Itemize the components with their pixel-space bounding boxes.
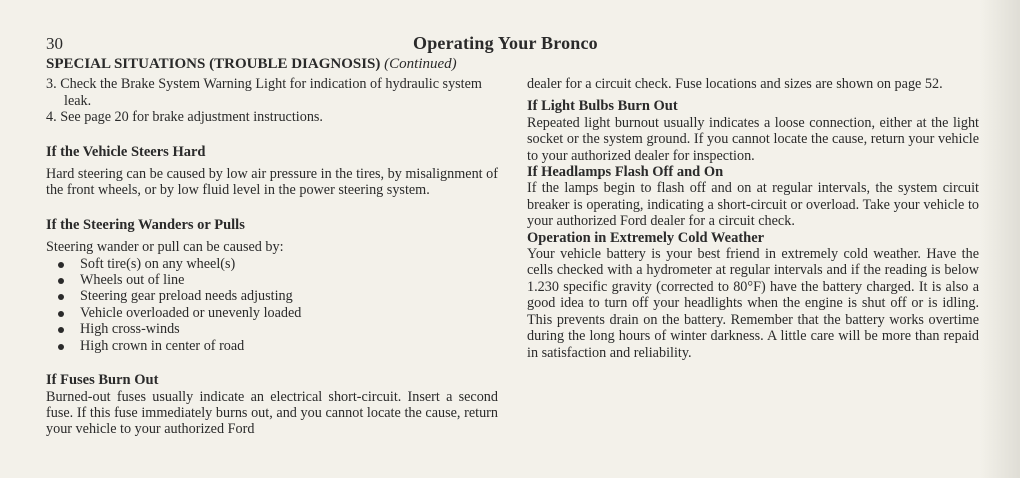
list-item: Wheels out of line [58, 272, 498, 288]
list-item: High crown in center of road [58, 338, 498, 354]
list-item: Steering gear preload needs adjusting [58, 288, 498, 304]
list-item: Soft tire(s) on any wheel(s) [58, 256, 498, 272]
page-number: 30 [46, 34, 63, 53]
heading-fuses: If Fuses Burn Out [46, 372, 159, 389]
body-bulbs: Repeated light burnout usually indicates a loose connection, either at the light socket or the system ground. If you cannot locate the cause, return your vehicle to your authorized dealer for inspection. [527, 114, 979, 164]
list-item: 3. Check the Brake System Warning Light for indication of hydraulic system leak. [46, 76, 482, 109]
page-edge-shadow [980, 0, 1020, 478]
body-fuses: Burned-out fuses usually indicate an electrical short-circuit. Insert a second fuse. If this fuse immediately burns out, and you cannot locate the cause, return your vehicle to your authorized Ford [46, 388, 498, 438]
heading-cold-weather: Operation in Extremely Cold Weather [527, 229, 765, 246]
heading-bulbs: If Light Bulbs Burn Out [527, 98, 678, 115]
body-headlamps: If the lamps begin to flash off and on at regular intervals, the system circuit breaker is operating, indicating a short-circuit or overload. Take your vehicle to your authorized Ford dealer for a circuit check. [527, 180, 979, 230]
heading-steers-hard: If the Vehicle Steers Hard [46, 143, 206, 160]
heading-headlamps: If Headlamps Flash Off and On [527, 164, 724, 181]
list-item: 4. See page 20 for brake adjustment instructions. [46, 109, 323, 126]
heading-wanders: If the Steering Wanders or Pulls [46, 216, 245, 233]
list-item: High cross-winds [58, 321, 498, 337]
body-steers-hard: Hard steering can be caused by low air pressure in the tires, by misalignment of the front wheels, or by low fluid level in the power steering system. [46, 166, 498, 199]
left-column [46, 56, 498, 438]
list-item: Vehicle overloaded or unevenly loaded [58, 305, 498, 321]
section-continued: (Continued) [384, 56, 457, 72]
wander-causes-list [46, 256, 498, 354]
section-title [46, 56, 498, 72]
body-fuses-continued: dealer for a circuit check. Fuse locations and sizes are shown on page 52. [527, 76, 943, 92]
right-column [527, 76, 979, 361]
section-title-text: SPECIAL SITUATIONS (TROUBLE DIAGNOSIS) [46, 56, 381, 72]
body-cold-weather: Your vehicle battery is your best friend in extremely cold weather. Have the cells checked with a hydrometer at regular intervals and if the reading is below 1.230 specific gravity (corrected to 80°F) have the battery charged. It is also a good idea to turn off your headlights when the engine is shut off or is idling. This prevents drain on the battery. Remember that the battery works overtime during the long hours of winter darkness. A little care will be more than repaid in satisfaction and reliability. [527, 246, 979, 361]
body-wanders-intro: Steering wander or pull can be caused by: [46, 239, 284, 256]
running-head: Operating Your Bronco [413, 33, 598, 53]
